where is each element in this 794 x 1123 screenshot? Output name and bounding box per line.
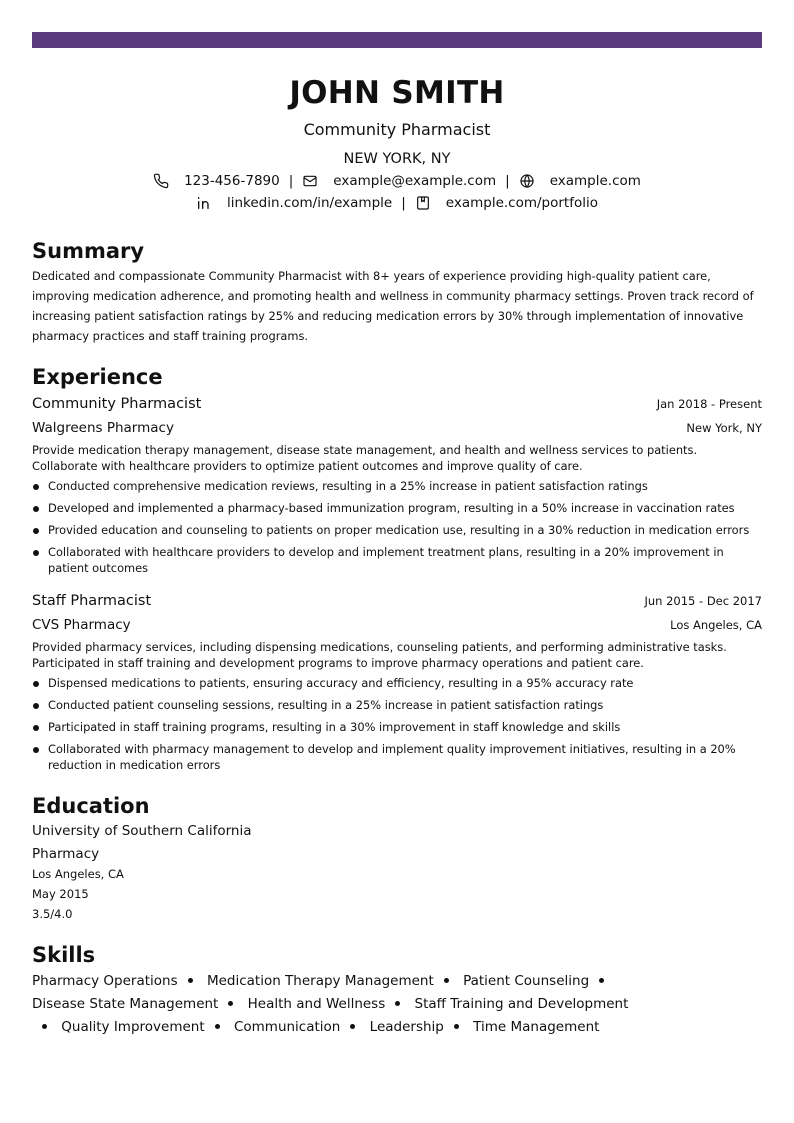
job-bullets <box>32 478 762 576</box>
list-item: Provided education and counseling to patients on proper medication use, resulting in a 30% reduction in medication errors <box>32 522 762 538</box>
separator: | <box>505 173 510 189</box>
skill-item: Leadership <box>369 1019 444 1035</box>
summary-section <box>32 238 762 346</box>
bullet-dot-icon <box>33 725 39 731</box>
list-item: Collaborated with healthcare providers to develop and implement treatment plans, resulting in a 20% improvement in patient outcomes <box>32 544 762 576</box>
separator: | <box>288 173 294 189</box>
bullet-dot-icon <box>188 978 193 983</box>
bullet-dot-icon <box>350 1024 355 1029</box>
bullet-dot-icon <box>33 550 39 556</box>
email-link[interactable]: example@example.com <box>333 173 497 189</box>
email-icon <box>302 173 318 189</box>
skill-item: Pharmacy Operations <box>32 973 178 989</box>
education-degree: Pharmacy <box>32 846 100 862</box>
job-title: Community Pharmacist <box>32 396 202 412</box>
education-heading: Education <box>32 794 150 818</box>
education-date: May 2015 <box>32 887 89 901</box>
bullet-dot-icon <box>454 1024 459 1029</box>
job-bullets <box>32 675 762 773</box>
candidate-name: JOHN SMITH <box>289 75 505 111</box>
skill-item: Medication Therapy Management <box>206 973 434 989</box>
bullet-dot-icon <box>444 978 449 983</box>
skills-heading: Skills <box>32 943 96 967</box>
bullet-dot-icon <box>33 703 39 709</box>
skill-item: Communication <box>233 1019 341 1035</box>
job-location: New York, NY <box>686 421 762 435</box>
skill-item: Health and Wellness <box>247 996 386 1012</box>
skill-item: Disease State Management <box>32 996 219 1012</box>
skill-item: Staff Training and Development <box>414 996 629 1012</box>
education-section <box>32 793 762 924</box>
accent-bar <box>32 32 762 48</box>
portfolio-icon <box>415 195 431 211</box>
experience-heading: Experience <box>32 365 163 389</box>
summary-text: Dedicated and compassionate Community Pharmacist with 8+ years of experience providing high-quality patient care, improving medication adherence, and promoting health and wellness in community pharmacy settings. Proven track record of increasing patient satisfaction ratings by 25% and reducing medication errors by 30% through implementation of innovative pharmacy practices and staff training programs. <box>32 269 754 343</box>
separator: | <box>401 195 406 211</box>
candidate-location: NEW YORK, NY <box>343 151 451 167</box>
bullet-dot-icon <box>215 1024 220 1029</box>
job-description: Provide medication therapy management, disease state management, and health and wellness services to patients. Collaborate with healthcare providers to optimize patient outcomes and improve quality of care. <box>32 443 698 473</box>
skill-item: Patient Counseling <box>463 973 590 989</box>
skills-list <box>32 970 632 1039</box>
resume-header <box>32 74 762 212</box>
experience-section <box>32 364 762 773</box>
job-description: Provided pharmacy services, including dispensing medications, counseling patients, and performing administrative tasks. Participated in staff training and development programs to improve pharmacy operations and patient care. <box>32 640 727 670</box>
bullet-dot-icon <box>599 978 604 983</box>
globe-icon <box>519 173 535 189</box>
education-school: University of Southern California <box>32 823 252 839</box>
skill-item: Time Management <box>473 1019 600 1035</box>
job-location: Los Angeles, CA <box>670 618 762 632</box>
list-item: Conducted comprehensive medication reviews, resulting in a 25% increase in patient satisfaction ratings <box>32 478 762 494</box>
portfolio-link[interactable]: example.com/portfolio <box>445 195 598 211</box>
list-item: Collaborated with pharmacy management to develop and implement quality improvement initiatives, resulting in a 20% reduction in medication errors <box>32 741 762 773</box>
bullet-dot-icon <box>228 1001 233 1006</box>
bullet-dot-icon <box>33 528 39 534</box>
job-company: Walgreens Pharmacy <box>32 420 174 436</box>
education-gpa: 3.5/4.0 <box>32 907 73 921</box>
phone-icon <box>153 173 169 189</box>
contact-line-1 <box>32 172 762 190</box>
job-title: Staff Pharmacist <box>32 593 152 609</box>
job-dates: Jun 2015 - Dec 2017 <box>644 594 762 608</box>
job-entry <box>32 393 762 576</box>
bullet-dot-icon <box>33 484 39 490</box>
bullet-dot-icon <box>395 1001 400 1006</box>
list-item: Participated in staff training programs, resulting in a 30% improvement in staff knowledge and skills <box>32 719 762 735</box>
list-item: Dispensed medications to patients, ensuring accuracy and efficiency, resulting in a 95% accuracy rate <box>32 675 762 691</box>
job-company: CVS Pharmacy <box>32 617 131 633</box>
job-dates: Jan 2018 - Present <box>656 397 762 411</box>
summary-heading: Summary <box>32 239 145 263</box>
resume-page <box>32 32 762 1039</box>
bullet-dot-icon <box>42 1024 47 1029</box>
phone-text[interactable]: 123-456-7890 <box>184 173 280 189</box>
website-link[interactable]: example.com <box>549 173 641 189</box>
bullet-dot-icon <box>33 506 39 512</box>
education-location: Los Angeles, CA <box>32 867 124 881</box>
list-item: Conducted patient counseling sessions, resulting in a 25% increase in patient satisfaction ratings <box>32 697 762 713</box>
list-item: Developed and implemented a pharmacy-based immunization program, resulting in a 50% increase in vaccination rates <box>32 500 762 516</box>
job-entry <box>32 590 762 773</box>
bullet-dot-icon <box>33 747 39 753</box>
skills-section <box>32 942 762 1039</box>
bullet-dot-icon <box>33 681 39 687</box>
skill-item: Quality Improvement <box>61 1019 205 1035</box>
contact-line-2 <box>32 194 762 212</box>
candidate-title: Community Pharmacist <box>303 120 491 139</box>
linkedin-link[interactable]: linkedin.com/in/example <box>226 195 393 211</box>
linkedin-icon <box>196 195 212 211</box>
